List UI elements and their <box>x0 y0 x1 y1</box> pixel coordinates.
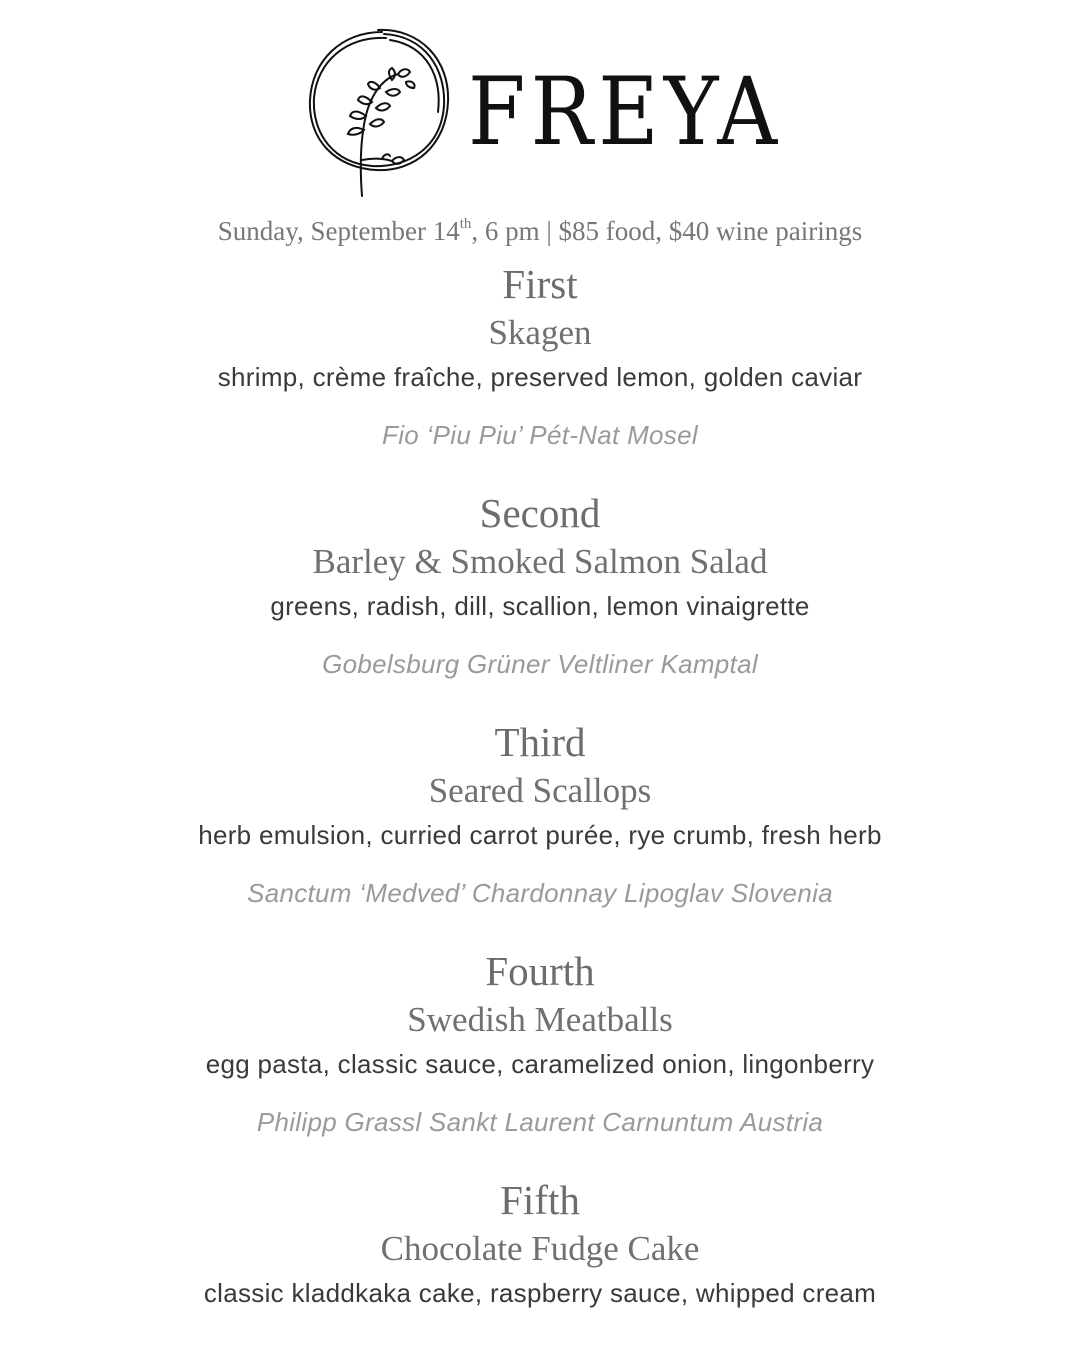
course-fourth <box>0 946 1080 1140</box>
course-label: First <box>502 261 578 307</box>
course-ingredients: greens, radish, dill, scallion, lemon vinaigrette <box>270 591 810 621</box>
course-ingredients: classic kladdkaka cake, raspberry sauce, whipped cream <box>203 1278 877 1308</box>
event-info <box>0 213 1080 249</box>
course-fifth <box>0 1175 1080 1311</box>
event-day-suffix: th <box>459 216 472 232</box>
course-wine-pairing: Gobelsburg Grüner Veltliner Kamptal <box>322 649 758 679</box>
course-dish: Chocolate Fudge Cake <box>380 1229 700 1268</box>
course-label: Second <box>479 490 601 536</box>
course-label: Fifth <box>500 1177 580 1223</box>
course-dish: Swedish Meatballs <box>407 1000 673 1039</box>
brand-wordmark: FREYA <box>468 58 783 167</box>
event-day: Sunday, September 14 <box>217 216 460 246</box>
course-ingredients: shrimp, crème fraîche, preserved lemon, golden caviar <box>217 362 863 392</box>
course-second <box>0 488 1080 682</box>
course-label: Third <box>494 719 586 765</box>
course-label: Fourth <box>485 948 595 994</box>
freya-logo <box>300 20 800 205</box>
course-wine-pairing: Philipp Grassl Sankt Laurent Carnuntum Austria <box>256 1107 824 1137</box>
course-dish: Seared Scallops <box>428 771 652 810</box>
event-details: , 6 pm | $85 food, $40 wine pairings <box>471 216 863 246</box>
course-wine-pairing: Fio ‘Piu Piu’ Pét-Nat Mosel <box>382 420 698 450</box>
course-ingredients: egg pasta, classic sauce, caramelized onion, lingonberry <box>205 1049 875 1079</box>
course-ingredients: herb emulsion, curried carrot purée, rye crumb, fresh herb <box>198 820 882 850</box>
course-wine-pairing: Sanctum ‘Medved’ Chardonnay Lipoglav Slovenia <box>247 878 833 908</box>
sprig-circle-icon <box>300 20 460 205</box>
course-first <box>0 259 1080 453</box>
course-dish: Skagen <box>488 313 592 352</box>
course-dish: Barley & Smoked Salmon Salad <box>312 542 768 581</box>
course-third <box>0 717 1080 911</box>
